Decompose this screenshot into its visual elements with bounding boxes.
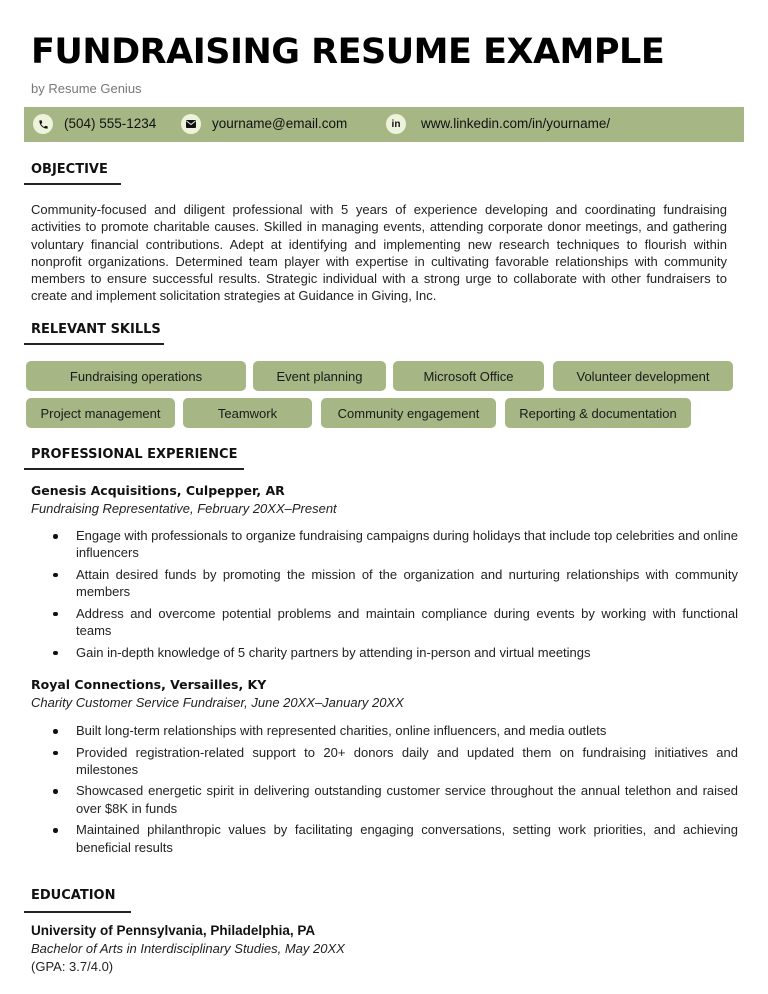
phone-text: (504) 555-1234: [64, 116, 157, 131]
skills-heading: RELEVANT SKILLS: [31, 322, 161, 337]
bullet-icon: [53, 729, 58, 734]
bullet-icon: [53, 534, 58, 539]
list-item: Address and overcome potential problems and maintain compliance during events by working with functional teams: [50, 605, 738, 640]
list-item: Engage with professionals to organize fundraising campaigns during holidays that include top celebrities and online influencers: [50, 527, 738, 562]
education-divider: [24, 911, 131, 913]
list-item: Maintained philanthropic values by facilitating engaging conversations, setting work priorities, and achieving beneficial results: [50, 821, 738, 856]
linkedin-text: www.linkedin.com/in/yourname/: [421, 116, 611, 131]
bullet-icon: [53, 751, 58, 756]
page-title: FUNDRAISING RESUME EXAMPLE: [31, 32, 665, 72]
bullet-icon: [53, 789, 58, 794]
objective-heading: OBJECTIVE: [31, 162, 108, 177]
skill-tag: Reporting & documentation: [505, 398, 691, 428]
job-title: Fundraising Representative, February 20XX–Present: [31, 501, 337, 516]
skill-tag: Fundraising operations: [26, 361, 246, 391]
list-item: Provided registration-related support to 20+ donors daily and updated them on fundraising initiatives and milestones: [50, 744, 738, 779]
email-text: yourname@email.com: [212, 116, 348, 131]
contact-phone[interactable]: [33, 114, 156, 134]
job-company: Royal Connections, Versailles, KY: [31, 677, 267, 692]
list-item: Built long-term relationships with represented charities, online influencers, and media outlets: [50, 722, 738, 739]
list-item: Showcased energetic spirit in delivering outstanding customer service throughout the annual telethon and raised over $8K in funds: [50, 782, 738, 817]
skill-tag: Project management: [26, 398, 175, 428]
education-school: University of Pennsylvania, Philadelphia, PA: [31, 923, 316, 938]
skill-tag: Event planning: [253, 361, 386, 391]
envelope-icon: [181, 114, 201, 134]
contact-email[interactable]: [181, 114, 347, 134]
job-bullets: [50, 527, 738, 665]
byline: by Resume Genius: [31, 81, 142, 96]
bullet-icon: [53, 573, 58, 578]
skill-tag: Volunteer development: [553, 361, 733, 391]
contact-bar: [24, 107, 744, 142]
contact-linkedin[interactable]: [386, 114, 610, 134]
education-heading: EDUCATION: [31, 888, 116, 903]
list-item: Attain desired funds by promoting the mission of the organization and nurturing relationships with community members: [50, 566, 738, 601]
experience-heading: PROFESSIONAL EXPERIENCE: [31, 447, 238, 462]
objective-text: Community-focused and diligent professional with 5 years of experience developing and coordinating fundraising activities to promote charitable causes. Skilled in managing events, attending corporate donor meetings, and gathering voluntary financial contributions. Adept at identifying and implementing new research techniques to flourish within nonprofit organizations. Determined team player with expertise in cultivating favorable relationships with community members to ensure successful results. Strategic individual with a strong urge to collaborate with other fundraisers to create and implement solicitation strategies at Guidance in Giving, Inc.: [31, 202, 727, 304]
list-item: Gain in-depth knowledge of 5 charity partners by attending in-person and virtual meetings: [50, 644, 738, 661]
linkedin-icon: in: [386, 114, 406, 134]
bullet-icon: [53, 612, 58, 617]
experience-divider: [24, 468, 244, 470]
education-gpa: (GPA: 3.7/4.0): [31, 959, 114, 974]
job-bullets: [50, 722, 738, 860]
bullet-icon: [53, 651, 58, 656]
skill-tag: Microsoft Office: [393, 361, 544, 391]
job-company: Genesis Acquisitions, Culpepper, AR: [31, 483, 285, 498]
skill-tag: Teamwork: [183, 398, 312, 428]
bullet-icon: [53, 828, 58, 833]
job-title: Charity Customer Service Fundraiser, June 20XX–January 20XX: [31, 695, 404, 710]
phone-icon: [33, 114, 53, 134]
education-degree: Bachelor of Arts in Interdisciplinary Studies, May 20XX: [31, 941, 345, 956]
skill-tag: Community engagement: [321, 398, 496, 428]
skills-divider: [24, 343, 164, 345]
objective-divider: [24, 183, 121, 185]
